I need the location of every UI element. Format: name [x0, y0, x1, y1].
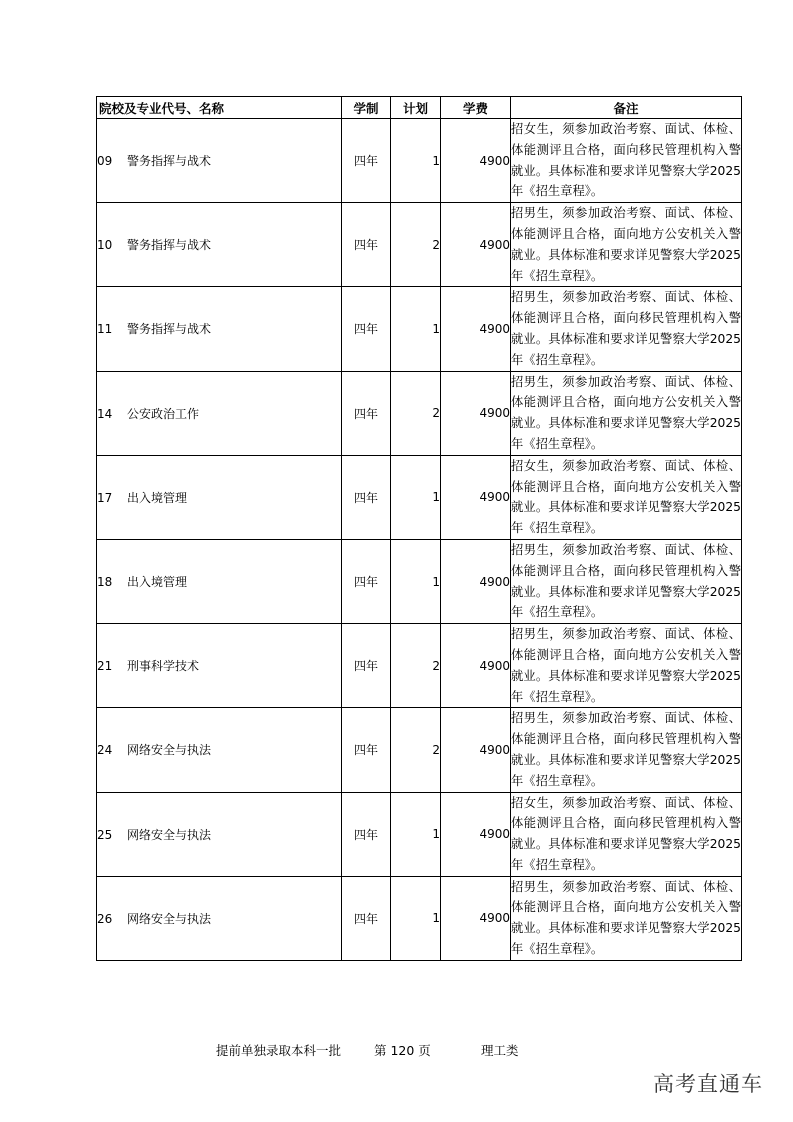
remarks-cell: 招男生，须参加政治考察、面试、体检、体能测评且合格，面向地方公安机关入警就业。具体标准和要求详见警察大学2025年《招生章程》。 — [511, 371, 742, 455]
plan-count-cell: 1 — [391, 119, 441, 203]
major-code: 11 — [97, 322, 113, 337]
remarks-cell: 招男生，须参加政治考察、面试、体检、体能测评且合格，面向移民管理机构入警就业。具体标准和要求详见警察大学2025年《招生章程》。 — [511, 708, 742, 792]
major-code: 26 — [97, 911, 113, 926]
major-cell — [97, 119, 342, 203]
admission-plan-table — [96, 96, 742, 961]
table-row — [97, 708, 742, 792]
remarks-cell: 招男生，须参加政治考察、面试、体检、体能测评且合格，面向地方公安机关入警就业。具体标准和要求详见警察大学2025年《招生章程》。 — [511, 876, 742, 960]
footer-page-number: 第 120 页 — [374, 1043, 431, 1058]
remarks-cell: 招女生，须参加政治考察、面试、体检、体能测评且合格，面向移民管理机构入警就业。具体标准和要求详见警察大学2025年《招生章程》。 — [511, 792, 742, 876]
major-cell — [97, 203, 342, 287]
duration-cell: 四年 — [342, 876, 391, 960]
tuition-cell: 4900 — [441, 203, 511, 287]
plan-count-cell: 1 — [391, 876, 441, 960]
major-name: 网络安全与执法 — [127, 743, 212, 758]
plan-count-cell: 1 — [391, 287, 441, 371]
plan-count-cell: 2 — [391, 203, 441, 287]
major-name: 警务指挥与战术 — [127, 322, 212, 337]
plan-count-cell: 1 — [391, 455, 441, 539]
table-header-row — [97, 97, 742, 119]
table-row — [97, 287, 742, 371]
tuition-cell: 4900 — [441, 624, 511, 708]
remarks-cell: 招男生，须参加政治考察、面试、体检、体能测评且合格，面向地方公安机关入警就业。具体标准和要求详见警察大学2025年《招生章程》。 — [511, 203, 742, 287]
table-row — [97, 539, 742, 623]
duration-cell: 四年 — [342, 539, 391, 623]
footer-category: 理工类 — [481, 1043, 519, 1058]
major-code: 17 — [97, 490, 113, 505]
tuition-cell: 4900 — [441, 287, 511, 371]
footer-batch: 提前单独录取本科一批 — [216, 1043, 342, 1058]
table-row — [97, 455, 742, 539]
major-cell — [97, 876, 342, 960]
duration-cell: 四年 — [342, 455, 391, 539]
header-name: 院校及专业代号、名称 — [97, 97, 342, 119]
major-name: 公安政治工作 — [127, 406, 200, 421]
major-name: 警务指挥与战术 — [127, 154, 212, 169]
tuition-cell: 4900 — [441, 119, 511, 203]
duration-cell: 四年 — [342, 371, 391, 455]
plan-count-cell: 2 — [391, 708, 441, 792]
major-name: 警务指挥与战术 — [127, 238, 212, 253]
plan-count-cell: 1 — [391, 539, 441, 623]
duration-cell: 四年 — [342, 708, 391, 792]
major-cell — [97, 455, 342, 539]
duration-cell: 四年 — [342, 119, 391, 203]
table-row — [97, 203, 742, 287]
major-cell — [97, 287, 342, 371]
watermark-text: 高考直通车 — [653, 1072, 763, 1096]
major-code: 18 — [97, 575, 113, 590]
table-row — [97, 792, 742, 876]
tuition-cell: 4900 — [441, 539, 511, 623]
remarks-cell: 招男生，须参加政治考察、面试、体检、体能测评且合格，面向移民管理机构入警就业。具体标准和要求详见警察大学2025年《招生章程》。 — [511, 539, 742, 623]
tuition-cell: 4900 — [441, 371, 511, 455]
header-note: 备注 — [511, 97, 742, 119]
table-row — [97, 876, 742, 960]
remarks-cell: 招男生，须参加政治考察、面试、体检、体能测评且合格，面向地方公安机关入警就业。具体标准和要求详见警察大学2025年《招生章程》。 — [511, 624, 742, 708]
major-code: 21 — [97, 659, 113, 674]
header-fee: 学费 — [441, 97, 511, 119]
major-code: 24 — [97, 743, 113, 758]
duration-cell: 四年 — [342, 624, 391, 708]
major-code: 09 — [97, 154, 113, 169]
major-name: 出入境管理 — [127, 490, 188, 505]
major-name: 刑事科学技术 — [127, 659, 200, 674]
remarks-cell: 招男生，须参加政治考察、面试、体检、体能测评且合格，面向移民管理机构入警就业。具体标准和要求详见警察大学2025年《招生章程》。 — [511, 287, 742, 371]
header-plan: 计划 — [391, 97, 441, 119]
major-name: 网络安全与执法 — [127, 911, 212, 926]
major-code: 10 — [97, 238, 113, 253]
duration-cell: 四年 — [342, 287, 391, 371]
tuition-cell: 4900 — [441, 792, 511, 876]
major-name: 出入境管理 — [127, 575, 188, 590]
remarks-cell: 招女生，须参加政治考察、面试、体检、体能测评且合格，面向地方公安机关入警就业。具体标准和要求详见警察大学2025年《招生章程》。 — [511, 455, 742, 539]
duration-cell: 四年 — [342, 792, 391, 876]
major-cell — [97, 708, 342, 792]
plan-count-cell: 2 — [391, 371, 441, 455]
table-row — [97, 624, 742, 708]
duration-cell: 四年 — [342, 203, 391, 287]
tuition-cell: 4900 — [441, 708, 511, 792]
major-cell — [97, 624, 342, 708]
tuition-cell: 4900 — [441, 455, 511, 539]
major-code: 14 — [97, 406, 113, 421]
major-cell — [97, 371, 342, 455]
header-years: 学制 — [342, 97, 391, 119]
plan-count-cell: 1 — [391, 792, 441, 876]
table-row — [97, 119, 742, 203]
table-row — [97, 371, 742, 455]
major-cell — [97, 792, 342, 876]
major-cell — [97, 539, 342, 623]
plan-count-cell: 2 — [391, 624, 441, 708]
major-name: 网络安全与执法 — [127, 827, 212, 842]
major-code: 25 — [97, 827, 113, 842]
remarks-cell: 招女生，须参加政治考察、面试、体检、体能测评且合格，面向移民管理机构入警就业。具体标准和要求详见警察大学2025年《招生章程》。 — [511, 119, 742, 203]
tuition-cell: 4900 — [441, 876, 511, 960]
